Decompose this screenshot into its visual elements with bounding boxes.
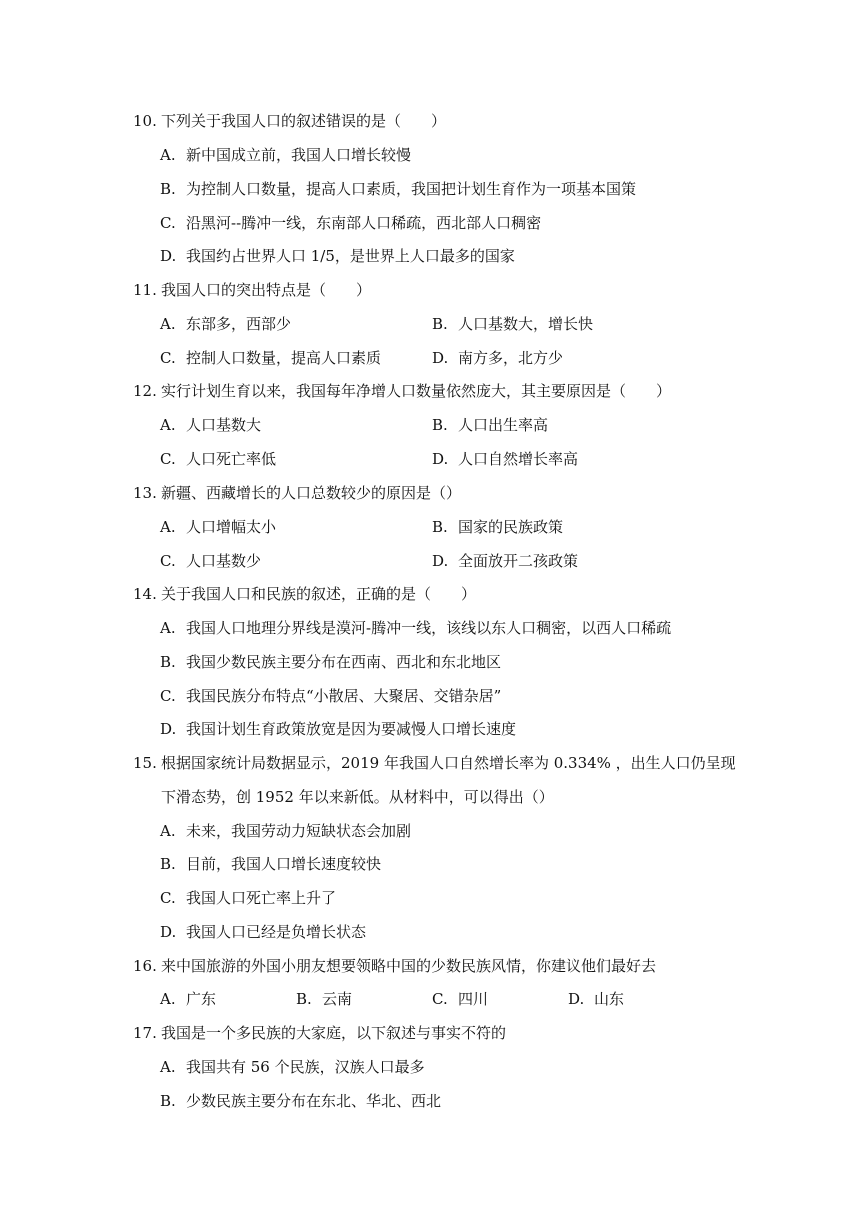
option-c bbox=[160, 683, 501, 709]
option-letter: A. bbox=[160, 146, 176, 164]
option-a bbox=[160, 412, 261, 438]
question-number: 16. bbox=[133, 957, 157, 975]
option-letter: D. bbox=[568, 990, 585, 1008]
option-letter: A. bbox=[160, 822, 176, 840]
option-letter: A. bbox=[160, 518, 176, 536]
option-text: 人口基数少 bbox=[186, 552, 262, 570]
option-a bbox=[160, 1054, 425, 1080]
option-text: 我国人口死亡率上升了 bbox=[186, 889, 337, 907]
option-letter: D. bbox=[160, 923, 177, 941]
option-a bbox=[160, 514, 276, 540]
option-text: 我国少数民族主要分布在西南、西北和东北地区 bbox=[186, 653, 502, 671]
option-letter: B. bbox=[432, 518, 448, 536]
option-d bbox=[568, 986, 624, 1012]
option-text: 东部多，西部少 bbox=[186, 315, 292, 333]
question-text: 来中国旅游的外国小朋友想要领略中国的少数民族风情，你建议他们最好去 bbox=[161, 957, 657, 975]
option-letter: B. bbox=[296, 990, 312, 1008]
option-letter: C. bbox=[160, 450, 176, 468]
option-letter: C. bbox=[160, 552, 176, 570]
option-letter: B. bbox=[160, 855, 176, 873]
option-d bbox=[160, 716, 516, 742]
option-a bbox=[160, 142, 411, 168]
option-d bbox=[160, 919, 366, 945]
question-number: 12. bbox=[133, 382, 157, 400]
option-text: 人口基数大，增长快 bbox=[458, 315, 594, 333]
option-letter: A. bbox=[160, 315, 176, 333]
option-text: 全面放开二孩政策 bbox=[458, 552, 579, 570]
option-c bbox=[432, 986, 488, 1012]
option-letter: D. bbox=[432, 552, 449, 570]
option-a bbox=[160, 986, 216, 1012]
option-b bbox=[432, 311, 593, 337]
option-d bbox=[160, 243, 515, 269]
option-letter: A. bbox=[160, 416, 176, 434]
option-b bbox=[432, 514, 563, 540]
option-text: 目前，我国人口增长速度较快 bbox=[186, 855, 382, 873]
option-letter: D. bbox=[432, 450, 449, 468]
option-letter: A. bbox=[160, 619, 176, 637]
option-letter: C. bbox=[160, 349, 176, 367]
question-text: 我国是一个多民族的大家庭，以下叙述与事实不符的 bbox=[161, 1024, 507, 1042]
option-letter: B. bbox=[160, 1092, 176, 1110]
option-text: 人口自然增长率高 bbox=[458, 450, 579, 468]
option-letter: C. bbox=[160, 889, 176, 907]
question-text: 下列关于我国人口的叙述错误的是（ ） bbox=[161, 112, 447, 130]
question-16 bbox=[133, 953, 656, 979]
option-c bbox=[160, 885, 336, 911]
option-b bbox=[432, 412, 548, 438]
question-15 bbox=[133, 750, 736, 776]
option-c bbox=[160, 446, 276, 472]
option-letter: B. bbox=[432, 416, 448, 434]
option-letter: B. bbox=[432, 315, 448, 333]
question-number: 17. bbox=[133, 1024, 157, 1042]
option-text: 沿黑河--腾冲一线，东南部人口稀疏，西北部人口稠密 bbox=[186, 214, 542, 232]
option-b bbox=[160, 176, 636, 202]
question-12 bbox=[133, 378, 671, 404]
option-text: 少数民族主要分布在东北、华北、西北 bbox=[186, 1092, 442, 1110]
option-text: 我国人口地理分界线是漠河-腾冲一线，该线以东人口稠密，以西人口稀疏 bbox=[186, 619, 672, 637]
option-letter: B. bbox=[160, 653, 176, 671]
question-text: 新疆、西藏增长的人口总数较少的原因是（） bbox=[161, 484, 462, 502]
option-a bbox=[160, 311, 291, 337]
option-d bbox=[432, 548, 578, 574]
option-text: 国家的民族政策 bbox=[458, 518, 564, 536]
option-text: 我国约占世界人口 1/5，是世界上人口最多的国家 bbox=[186, 247, 515, 265]
option-b bbox=[160, 649, 501, 675]
option-text: 广东 bbox=[186, 990, 217, 1008]
option-b bbox=[160, 851, 381, 877]
option-b bbox=[160, 1088, 441, 1114]
option-text: 新中国成立前，我国人口增长较慢 bbox=[186, 146, 412, 164]
option-text: 未来，我国劳动力短缺状态会加剧 bbox=[186, 822, 412, 840]
question-14 bbox=[133, 581, 476, 607]
option-letter: A. bbox=[160, 990, 176, 1008]
option-letter: C. bbox=[160, 687, 176, 705]
question-number: 15. bbox=[133, 754, 157, 772]
option-text: 人口增幅太小 bbox=[186, 518, 277, 536]
option-letter: A. bbox=[160, 1058, 176, 1076]
option-c bbox=[160, 210, 541, 236]
option-text: 为控制人口数量，提高人口素质，我国把计划生育作为一项基本国策 bbox=[186, 180, 637, 198]
question-text: 我国人口的突出特点是（ ） bbox=[161, 281, 372, 299]
question-text: 实行计划生育以来，我国每年净增人口数量依然庞大，其主要原因是（ ） bbox=[161, 382, 672, 400]
question-10 bbox=[133, 108, 446, 134]
option-text: 我国计划生育政策放宽是因为要减慢人口增长速度 bbox=[186, 720, 517, 738]
option-letter: D. bbox=[160, 247, 177, 265]
question-number: 13. bbox=[133, 484, 157, 502]
option-letter: C. bbox=[160, 214, 176, 232]
option-letter: B. bbox=[160, 180, 176, 198]
question-11 bbox=[133, 277, 371, 303]
option-text: 人口死亡率低 bbox=[186, 450, 277, 468]
question-13 bbox=[133, 480, 461, 506]
option-letter: D. bbox=[432, 349, 449, 367]
option-text: 云南 bbox=[322, 990, 353, 1008]
question-text: 根据国家统计局数据显示，2019 年我国人口自然增长率为 0.334% ，出生人口仍呈现 bbox=[161, 754, 736, 772]
question-number: 14. bbox=[133, 585, 157, 603]
question-text: 关于我国人口和民族的叙述，正确的是（ ） bbox=[161, 585, 477, 603]
option-d bbox=[432, 345, 563, 371]
option-text: 我国人口已经是负增长状态 bbox=[186, 923, 367, 941]
option-a bbox=[160, 818, 411, 844]
question-text-continued: 下滑态势，创 1952 年以来新低。从材料中，可以得出（） bbox=[161, 788, 554, 806]
question-number: 11. bbox=[133, 281, 157, 299]
question-17 bbox=[133, 1020, 506, 1046]
option-a bbox=[160, 615, 671, 641]
option-c bbox=[160, 345, 381, 371]
option-d bbox=[432, 446, 578, 472]
option-text: 控制人口数量，提高人口素质 bbox=[186, 349, 382, 367]
option-text: 我国共有 56 个民族，汉族人口最多 bbox=[186, 1058, 425, 1076]
option-text: 我国民族分布特点“小散居、大聚居、交错杂居” bbox=[186, 687, 502, 705]
option-b bbox=[296, 986, 352, 1012]
option-text: 人口出生率高 bbox=[458, 416, 549, 434]
option-text: 人口基数大 bbox=[186, 416, 262, 434]
option-letter: D. bbox=[160, 720, 177, 738]
option-text: 南方多，北方少 bbox=[458, 349, 564, 367]
option-c bbox=[160, 548, 261, 574]
option-text: 山东 bbox=[594, 990, 625, 1008]
option-letter: C. bbox=[432, 990, 448, 1008]
question-number: 10. bbox=[133, 112, 157, 130]
option-text: 四川 bbox=[458, 990, 489, 1008]
